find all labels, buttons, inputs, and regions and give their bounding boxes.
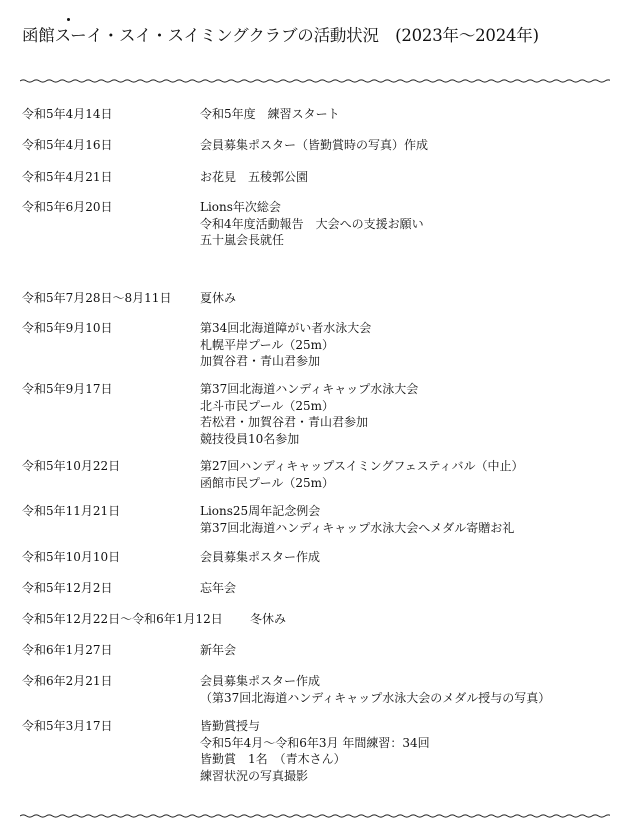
entry-date: 令和5年7月28日～8月11日 (22, 291, 172, 305)
entry-line: 練習状況の写真撮影 (200, 768, 309, 783)
entry-date: 令和5年12月22日～令和6年1月12日 (22, 612, 223, 626)
page-title: 函館スーイ・スイ・スイミングクラブの活動状況 (2023年～2024年) (22, 26, 539, 45)
entry-line: 函館市民プール（25m） (200, 475, 335, 490)
entry-line: （第37回北海道ハンディキャップ水泳大会のメダル授与の写真） (200, 690, 551, 705)
entry-line: 第27回ハンディキャップスイミングフェスティバル（中止） (200, 459, 524, 473)
entry-description (200, 580, 236, 597)
entry-description (200, 106, 340, 123)
entry-date: 令和5年9月17日 (22, 382, 113, 396)
entry-line: 皆勤賞授与 (200, 719, 261, 733)
entry-line: 会員募集ポスター作成 (200, 674, 321, 688)
entry-line: Lions年次総会 (200, 200, 281, 214)
entry-line: 令和5年度 練習スタート (200, 107, 340, 121)
entry-description (200, 199, 424, 249)
entry-line: 令和4年度活動報告 大会への支援お願い (200, 216, 424, 231)
entry-date: 令和5年12月2日 (22, 581, 113, 595)
entry-date: 令和5年10月22日 (22, 459, 121, 473)
wave-divider-bottom (20, 811, 610, 821)
entry-line: 夏休み (200, 291, 237, 305)
entry-description (200, 673, 550, 706)
entry-description (200, 549, 320, 566)
entry-date: 令和5年10月10日 (22, 550, 121, 564)
entry-line: 若松君・加賀谷君・青山君参加 (200, 415, 369, 429)
entry-date: 令和5年4月16日 (22, 138, 113, 152)
entry-line: 会員募集ポスター（皆勤賞時の写真）作成 (200, 138, 429, 152)
entry-line: 五十嵐会長就任 (200, 233, 285, 247)
entry-date: 令和5年3月17日 (22, 719, 113, 733)
entry-date: 令和6年2月21日 (22, 674, 113, 688)
entry-description (200, 503, 514, 536)
entry-line: 加賀谷君・青山君参加 (200, 354, 321, 368)
entry-date: 令和5年9月10日 (22, 321, 113, 335)
entry-line: 忘年会 (200, 581, 237, 595)
entry-description (200, 458, 524, 491)
entry-line: 北斗市民プール（25m） (200, 398, 335, 413)
entry-description (200, 381, 418, 447)
entry-date: 令和5年4月21日 (22, 170, 113, 184)
entry-description (200, 642, 236, 659)
entry-description (200, 718, 430, 784)
entry-description (200, 137, 428, 154)
entry-date: 令和5年6月20日 (22, 200, 113, 214)
entry-date: 令和6年1月27日 (22, 643, 113, 657)
entry-line: お花見 五稜郭公園 (200, 170, 309, 184)
entry-line: Lions25周年記念例会 (200, 504, 321, 518)
entry-description (200, 320, 371, 370)
wave-divider-top (20, 76, 610, 86)
entry-line: 競技役員10名参加 (200, 431, 300, 446)
entry-line: 札幌平岸プール（25m） (200, 337, 335, 352)
entry-line: 第34回北海道障がい者水泳大会 (200, 321, 372, 335)
entry-line: 令和5年4月～令和6年3月 年間練習：34回 (200, 735, 430, 750)
entry-description (200, 169, 308, 186)
entry-date: 令和5年11月21日 (22, 504, 121, 518)
entry-line: 第37回北海道ハンディキャップ水泳大会 (200, 382, 419, 396)
entry-line: 第37回北海道ハンディキャップ水泳大会へメダル寄贈お礼 (200, 520, 515, 535)
ink-dot (67, 18, 70, 21)
entry-line: 冬休み (250, 612, 287, 626)
entry-line: 皆勤賞 1名 （青木さん） (200, 752, 346, 766)
entry-line: 会員募集ポスター作成 (200, 550, 321, 564)
entry-date: 令和5年4月14日 (22, 107, 113, 121)
entry-line: 新年会 (200, 643, 237, 657)
